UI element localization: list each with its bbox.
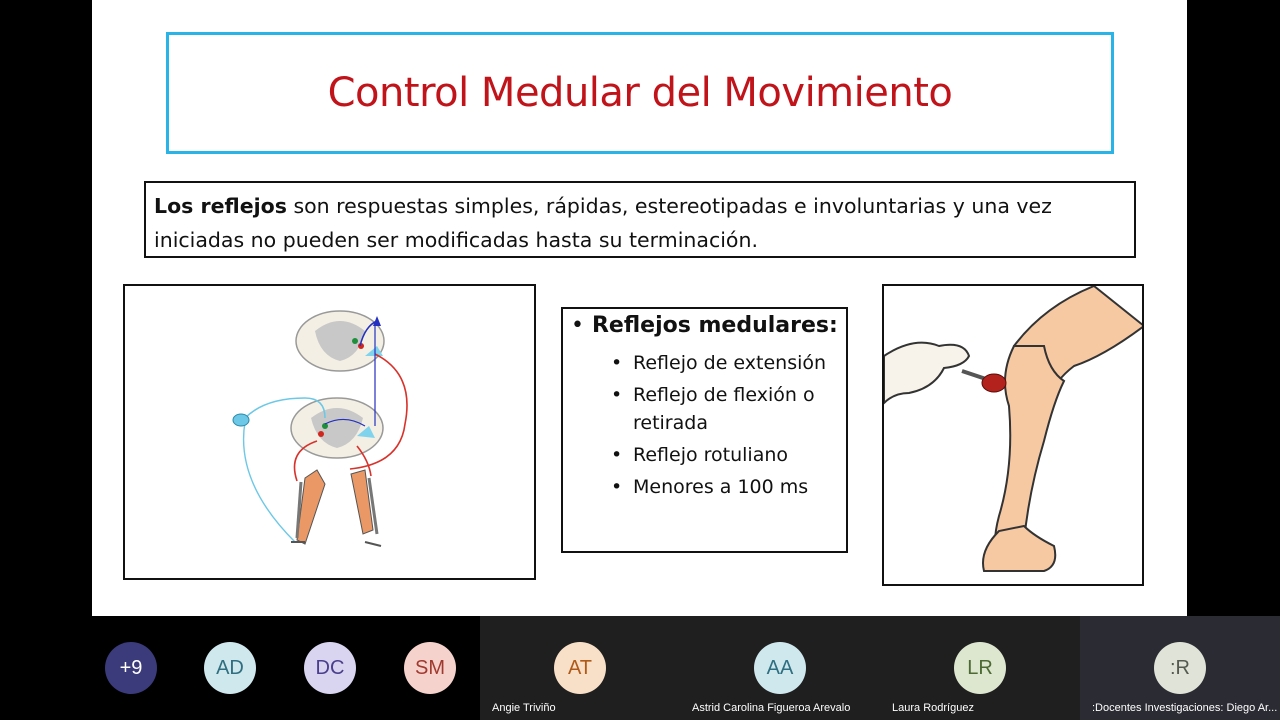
avatar[interactable] [304, 642, 356, 694]
list-heading: • Reflejos medulares: [571, 313, 838, 338]
avatar[interactable] [404, 642, 456, 694]
participant-tile[interactable] [880, 616, 1080, 720]
participant-tile[interactable] [680, 616, 880, 720]
avatar-initials: AT [567, 656, 593, 679]
participant-name: Astrid Carolina Figueroa Arevalo [692, 702, 851, 714]
reflex-list-box [561, 307, 848, 553]
participant-name: Angie Triviño [492, 702, 556, 714]
avatar-initials: LR [967, 656, 993, 679]
avatar[interactable] [204, 642, 256, 694]
definition-box [144, 181, 1136, 258]
reflex-list [611, 349, 841, 505]
spinal-cord-diagram-icon [125, 286, 534, 578]
avatar [1154, 642, 1206, 694]
list-item: • Menores a 100 ms [611, 473, 841, 501]
participant-tile[interactable] [1080, 616, 1280, 720]
participant-name: Laura Rodríguez [892, 702, 974, 714]
spinal-reflex-illustration [123, 284, 536, 580]
avatar [754, 642, 806, 694]
list-item: • Reflejo de flexión o retirada [611, 381, 841, 437]
definition-text: son respuestas simples, rápidas, estereotipadas e involuntarias y una vez iniciadas no pueden ser modificadas hasta su terminación. [154, 194, 1052, 252]
slide-title-box [166, 32, 1114, 154]
participant-tile[interactable] [92, 616, 480, 720]
presentation-slide [92, 0, 1187, 616]
list-item: • Reflejo de extensión [611, 349, 841, 377]
avatar-initials: +9 [119, 656, 143, 679]
avatar [554, 642, 606, 694]
participant-tile[interactable] [480, 616, 680, 720]
avatar-initials: :R [1170, 656, 1190, 679]
participant-name: :Docentes Investigaciones: Diego Ar... [1092, 702, 1277, 714]
knee-hammer-icon [884, 286, 1142, 584]
avatar-initials: AD [216, 656, 244, 679]
avatar-initials: AA [766, 656, 794, 679]
slide-title: Control Medular del Movimiento [327, 70, 953, 116]
definition-term: Los reflejos [154, 194, 287, 218]
avatar-initials: SM [415, 656, 445, 679]
avatar[interactable] [105, 642, 157, 694]
avatar-initials: DC [315, 656, 345, 679]
avatar [954, 642, 1006, 694]
participant-bar [0, 616, 1280, 720]
list-item: • Reflejo rotuliano [611, 441, 841, 469]
knee-reflex-illustration [882, 284, 1144, 586]
